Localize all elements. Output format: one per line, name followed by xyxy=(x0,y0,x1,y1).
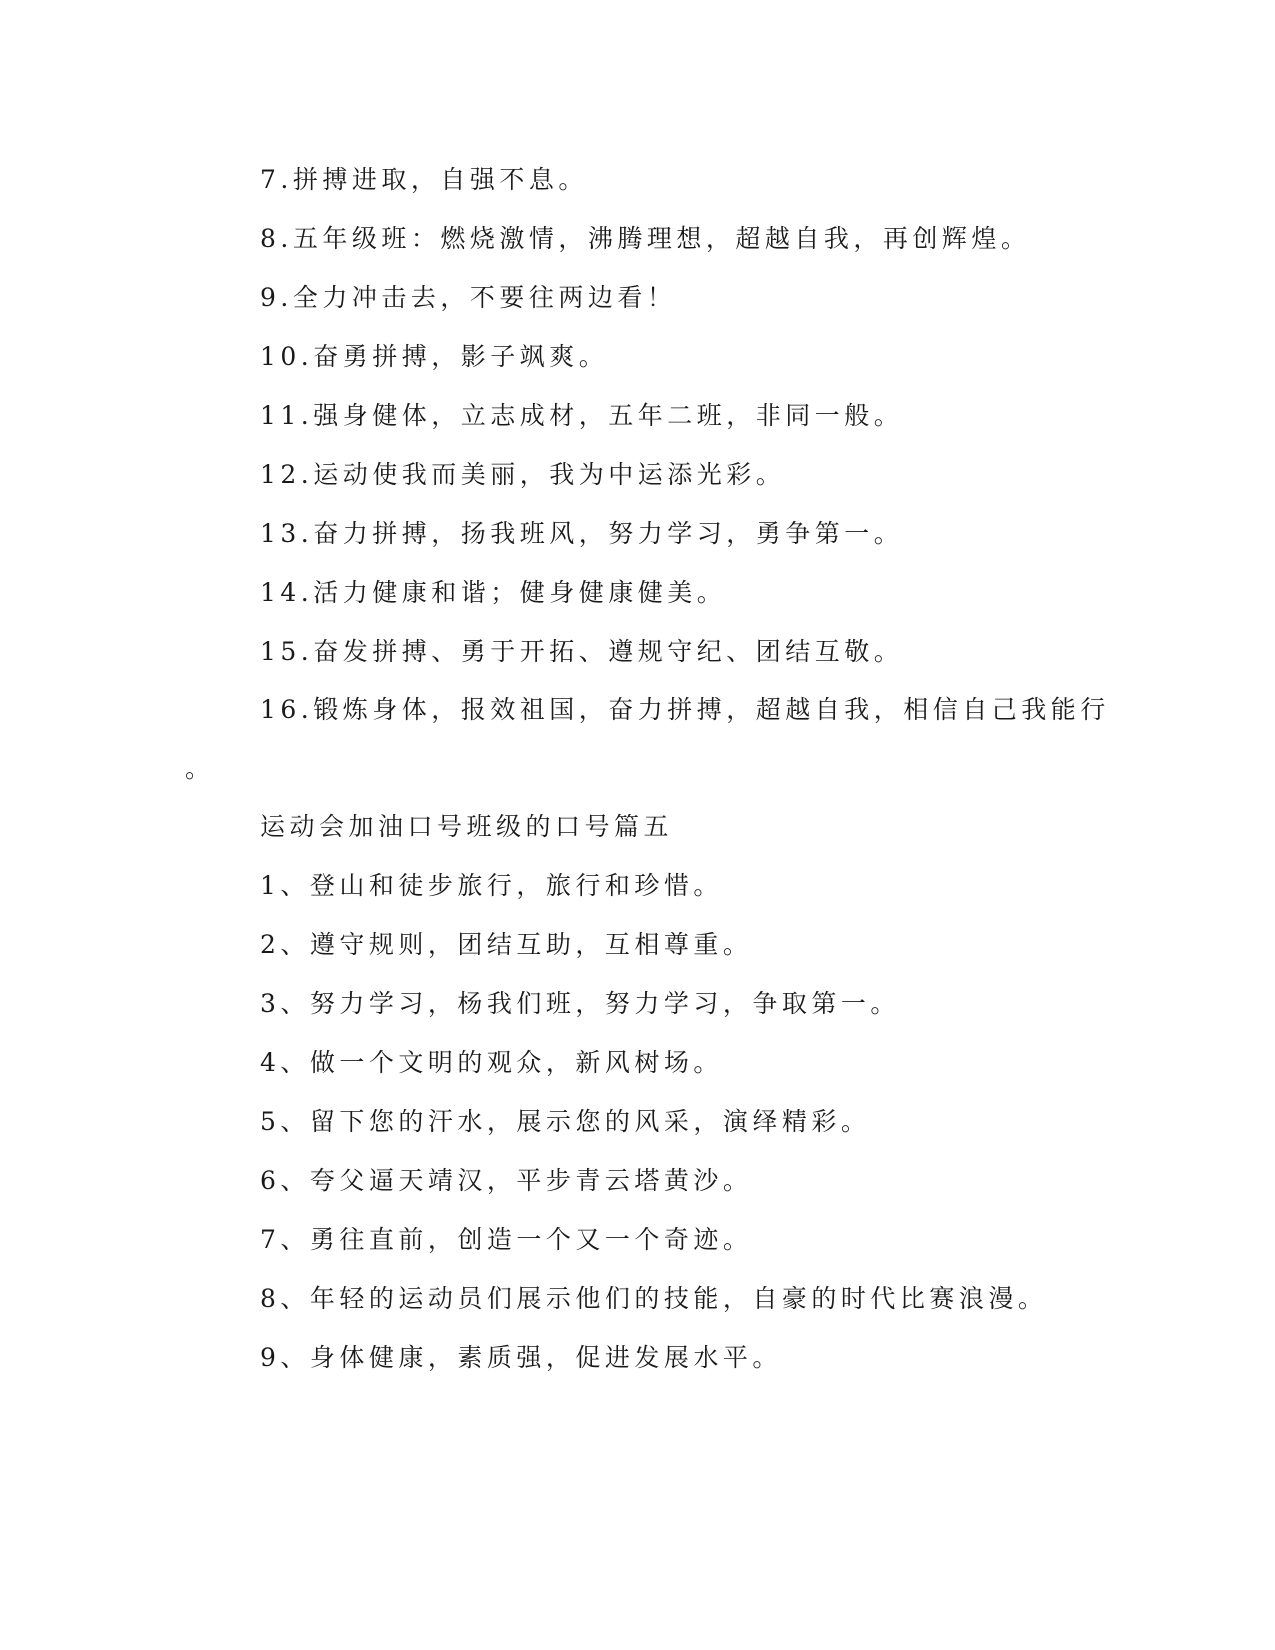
slogan-line: 7、勇往直前，创造一个又一个奇迹。 xyxy=(260,1225,753,1254)
slogan-line: 14.活力健康和谐；健身健康健美。 xyxy=(260,578,727,607)
slogan-line: 1、登山和徒步旅行，旅行和珍惜。 xyxy=(260,871,723,900)
slogan-line: 10.奋勇拼搏，影子飒爽。 xyxy=(260,342,609,371)
slogan-line: 2、遵守规则，团结互助，互相尊重。 xyxy=(260,930,753,959)
slogan-line: 6、夸父逼天靖汉，平步青云塔黄沙。 xyxy=(260,1166,753,1195)
slogan-line: 11.强身健体，立志成材，五年二班，非同一般。 xyxy=(260,401,904,430)
slogan-line: 3、努力学习，杨我们班，努力学习，争取第一。 xyxy=(260,989,900,1018)
slogan-line: 9.全力冲击去，不要往两边看！ xyxy=(260,283,677,312)
slogan-line: 15.奋发拼搏、勇于开拓、遵规守纪、团结互敬。 xyxy=(260,637,904,666)
orphan-punctuation: 。 xyxy=(185,754,211,783)
slogan-line: 13.奋力拼搏，扬我班风，努力学习，勇争第一。 xyxy=(260,519,904,548)
slogan-line: 7.拼搏进取，自强不息。 xyxy=(260,165,588,194)
slogan-line: 12.运动使我而美丽，我为中运添光彩。 xyxy=(260,460,786,489)
section-heading: 运动会加油口号班级的口号篇五 xyxy=(260,812,674,841)
slogan-line: 5、留下您的汗水，展示您的风采，演绎精彩。 xyxy=(260,1107,871,1136)
slogan-line: 4、做一个文明的观众，新风树场。 xyxy=(260,1048,723,1077)
slogan-line: 8.五年级班：燃烧激情，沸腾理想，超越自我，再创辉煌。 xyxy=(260,224,1031,253)
slogan-line: 9、身体健康，素质强，促进发展水平。 xyxy=(260,1343,782,1372)
slogan-line: 16.锻炼身体，报效祖国，奋力拼搏，超越自我，相信自己我能行 xyxy=(260,695,1110,724)
slogan-line: 8、年轻的运动员们展示他们的技能，自豪的时代比赛浪漫。 xyxy=(260,1284,1048,1313)
